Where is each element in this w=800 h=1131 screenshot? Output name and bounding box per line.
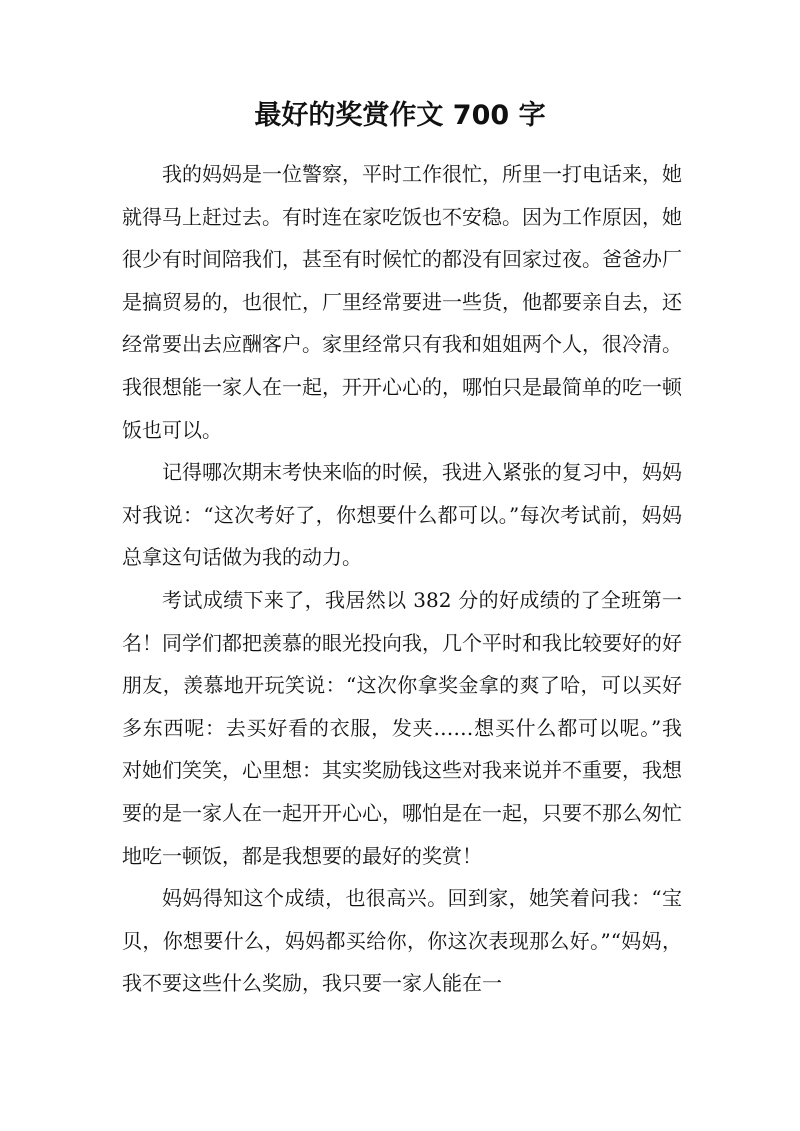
paragraph-1: 我的妈妈是一位警察，平时工作很忙，所里一打电话来，她就得马上赶过去。有时连在家吃饭也不安稳。因为工作原因，她很少有时间陪我们，甚至有时候忙的都没有回家过夜。爸爸办厂是搞贸易的，也很忙，厂里经常要进一些货，他都要亲自去，还经常要出去应酬客户。家里经常只有我和姐姐两个人，很冷清。我很想能一家人在一起，开开心心的，哪怕只是最简单的吃一顿饭也可以。 — [122, 162, 682, 442]
document-title: 最好的奖赏作文 700 字 — [254, 100, 546, 131]
paragraph-3: 考试成绩下来了，我居然以 382 分的好成绩的了全班第一名！同学们都把羡慕的眼光投向我，几个平时和我比较要好的好朋友，羡慕地开玩笑说：“这次你拿奖金拿的爽了哈，可以买好多东西呢：去买好看的衣服，发夹……想买什么都可以呢。”我对她们笑笑，心里想：其实奖励钱这些对我来说并不重要，我想要的是一家人在一起开开心心，哪怕是在一起，只要不那么匆忙地吃一顿饭，都是我想要的最好的奖赏！ — [122, 587, 682, 868]
paragraph-4: 妈妈得知这个成绩，也很高兴。回到家，她笑着问我：“宝贝，你想要什么，妈妈都买给你，你这次表现那么好。”“妈妈，我不要这些什么奖励，我只要一家人能在一 — [122, 886, 682, 996]
paragraph-2: 记得哪次期末考快来临的时候，我进入紧张的复习中，妈妈对我说：“这次考好了，你想要什么都可以。”每次考试前，妈妈总拿这句话做为我的动力。 — [122, 460, 682, 570]
document-body — [122, 153, 682, 1005]
